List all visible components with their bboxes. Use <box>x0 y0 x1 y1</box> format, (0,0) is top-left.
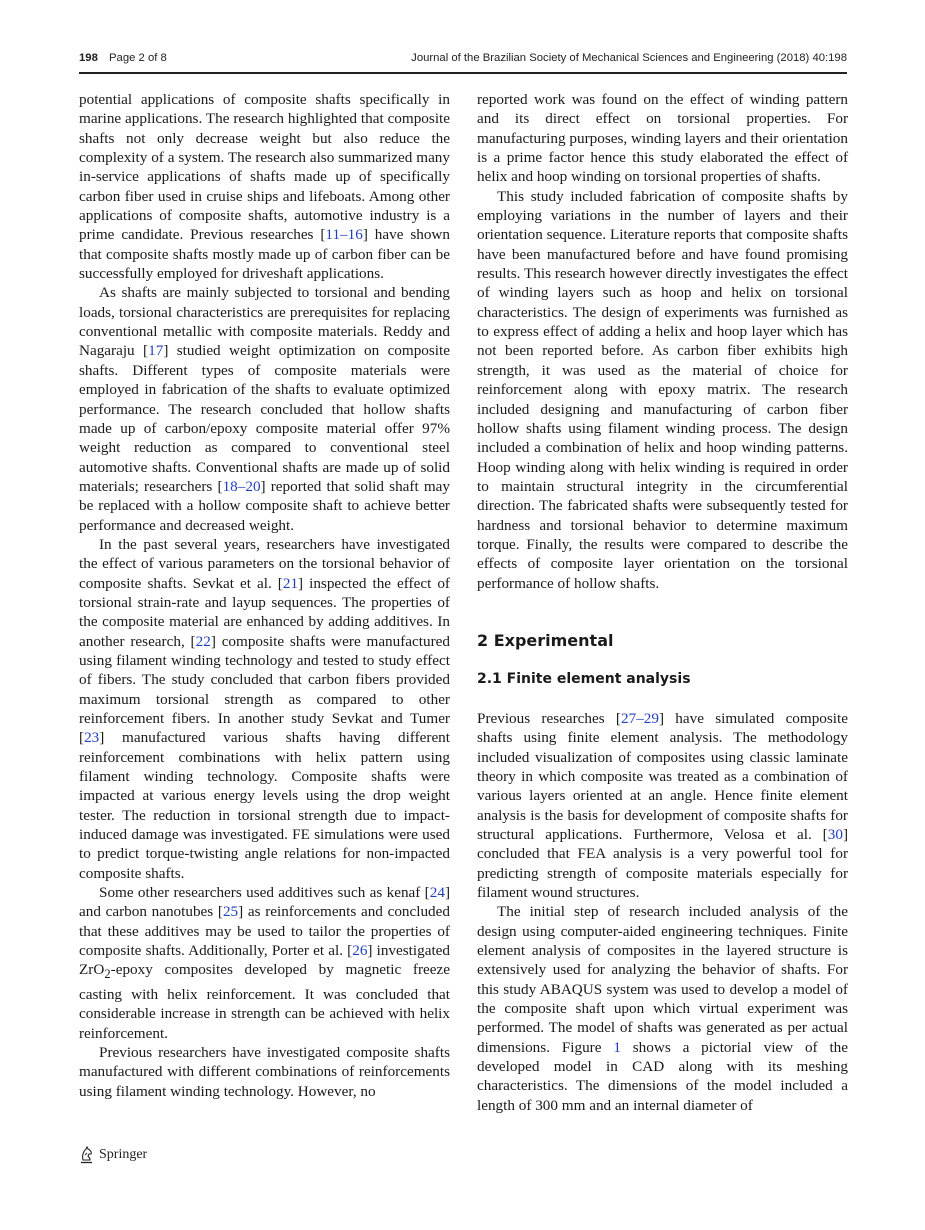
left-column <box>79 90 450 1101</box>
citation-link[interactable]: 25 <box>222 903 239 921</box>
subsection-heading: 2.1 Finite element analysis <box>477 670 691 687</box>
paragraph: In the past several years, researchers have investigated the effect of various parameters on the torsional behavior of composite shafts. Sevkat et al. [21] inspected the effect of torsional strain-rate and layup sequences. The properties of the composite material are enhanced by adding additives. In another research, [22] composite shafts were manufactured using filament winding technology and tested to study effect of fibers. The study concluded that carbon fibers provided maximum torsional strength as compared to other reinforcement fibers. In another study Sevkat and Tumer [23] manufactured various shafts having different reinforcement combinations with helix pattern using filament winding technology. Composite shafts were impacted at various energy levels using the drop weight tester. The reduction in torsional strength due to impact-induced damage was investigated. FE simulations were used to predict torque-twisting angle relations for non-impacted composite shafts. <box>79 535 450 882</box>
page-number: 198 <box>79 52 98 64</box>
citation-link[interactable]: 22 <box>195 632 211 650</box>
page-of: Page 2 of 8 <box>109 52 167 64</box>
citation-link[interactable]: 24 <box>429 884 445 902</box>
paragraph: This study included fabrication of composite shafts by employing variations in the number of layers and their orientation sequence. Literature reports that composite shafts have been manufactured before and have found promising results. This research however directly investigates the effect of winding layers such as hoop and helix on torsional characteristics. The design of experiments was furnished as to express effect of adding a helix and hoop layer which has not been reported before. As carbon fiber exhibits high strength, it was used as the material of choice for reinforcement along with epoxy matrix. The research included designing and manufacturing of carbon fiber hollow shafts using filament winding process. The design included a combination of helix and hoop winding patterns. Hoop winding along with helix winding is required in order to maintain structural integrity in the circumferential direction. The fabricated shafts were subsequently tested for hardness and torsional behavior to determine maximum torque. Finally, the results were compared to describe the effects of composite layer orientation on the torsional performance of hollow shafts. <box>477 187 848 592</box>
header-rule <box>79 72 847 74</box>
citation-link[interactable]: 21 <box>282 574 299 592</box>
citation-link[interactable]: 26 <box>352 942 368 960</box>
citation-link[interactable]: 23 <box>84 729 100 747</box>
section-heading: 2 Experimental <box>477 630 614 650</box>
paragraph: The initial step of research included analysis of the design using computer-aided engineering techniques. Finite element analysis of composites in the layered structure is extensively used for analyzing the behavior of shafts. For this study ABAQUS system was used to develop a model of the composite shaft upon which virtual experiment was performed. The model of shafts was generated as per actual dimensions. Figure 1 shows a pictorial view of the developed model in CAD along with its meshing characteristics. The dimensions of the model included a length of 300 mm and an internal diameter of <box>477 903 848 1114</box>
right-column <box>477 90 848 1115</box>
paragraph: Previous researches [27–29] have simulated composite shafts using finite element analysis. The methodology included visualization of composites using classic laminate theory in which composite was treated as a combination of various layers oriented at an angle. Hence finite element analysis is the basis for development of composite shafts for structural applications. Furthermore, Velosa et al. [30] concluded that FEA analysis is a very powerful tool for predicting strength of composite materials especially for filament wound structures. <box>477 709 848 902</box>
paragraph: reported work was found on the effect of winding pattern and its direct effect on torsional properties. For manufacturing purposes, winding layers and their orientation is a prime factor hence this study elaborated the effect of helix and hoop winding on torsional properties of shafts. <box>477 91 848 186</box>
subscript: 2 <box>104 967 111 982</box>
running-header <box>79 50 847 70</box>
citation-link[interactable]: 17 <box>148 342 164 360</box>
header-left <box>79 52 167 64</box>
figure-link[interactable]: 1 <box>613 1038 621 1056</box>
citation-link[interactable]: 11–16 <box>325 226 363 244</box>
journal-title: Journal of the Brazilian Society of Mechanical Sciences and Engineering (2018) 40:198 <box>411 52 847 64</box>
publisher-name: Springer <box>99 1147 148 1162</box>
citation-link[interactable]: 18–20 <box>222 477 261 495</box>
citation-link[interactable]: 30 <box>827 826 843 843</box>
citation-link[interactable]: 27–29 <box>621 709 659 727</box>
paragraph: As shafts are mainly subjected to torsional and bending loads, torsional characteristics are prerequisites for replacing conventional metallic with composite materials. Reddy and Nagaraju [17] studied weight optimization on composite shafts. Different types of composite materials were employed in fabrication of the shafts to evaluate optimized performance. The research concluded that hollow shafts made up of carbon/epoxy composite material offer 97% weight reduction as compared to conventional steel automotive shafts. Conventional shafts are made up of solid materials; researchers [18–20] reported that solid shaft may be replaced with a hollow composite shaft to achieve better performance and decreased weight. <box>79 284 450 534</box>
paragraph: Previous researchers have investigated composite shafts manufactured with different combinations of reinforcements using filament winding technology. However, no <box>79 1043 450 1100</box>
page-footer <box>79 1145 147 1165</box>
paragraph: potential applications of composite shafts specifically in marine applications. The research highlighted that composite shafts not only decrease weight but also reduce the complexity of a system. The research also summarized many in-service applications of shafts made up of specifically carbon fiber used in cruise ships and lifeboats. Among other applications of composite shafts, automotive industry is a prime candidate. Previous researches [11–16] have shown that composite shafts mostly made up of carbon fiber can be successfully employed for driveshaft applications. <box>79 91 450 283</box>
paragraph: Some other researchers used additives such as kenaf [24] and carbon nanotubes [25] as reinforcements and concluded that these additives may be used to tailor the properties of composite shafts. Additionally, Porter et al. [26] investigated ZrO$_2$-epoxy composites developed by magnetic freeze casting with helix reinforcement. It was concluded that considerable increase in strength can be achieved with helix reinforcement. <box>79 884 451 1042</box>
springer-horse-icon <box>79 1146 95 1164</box>
